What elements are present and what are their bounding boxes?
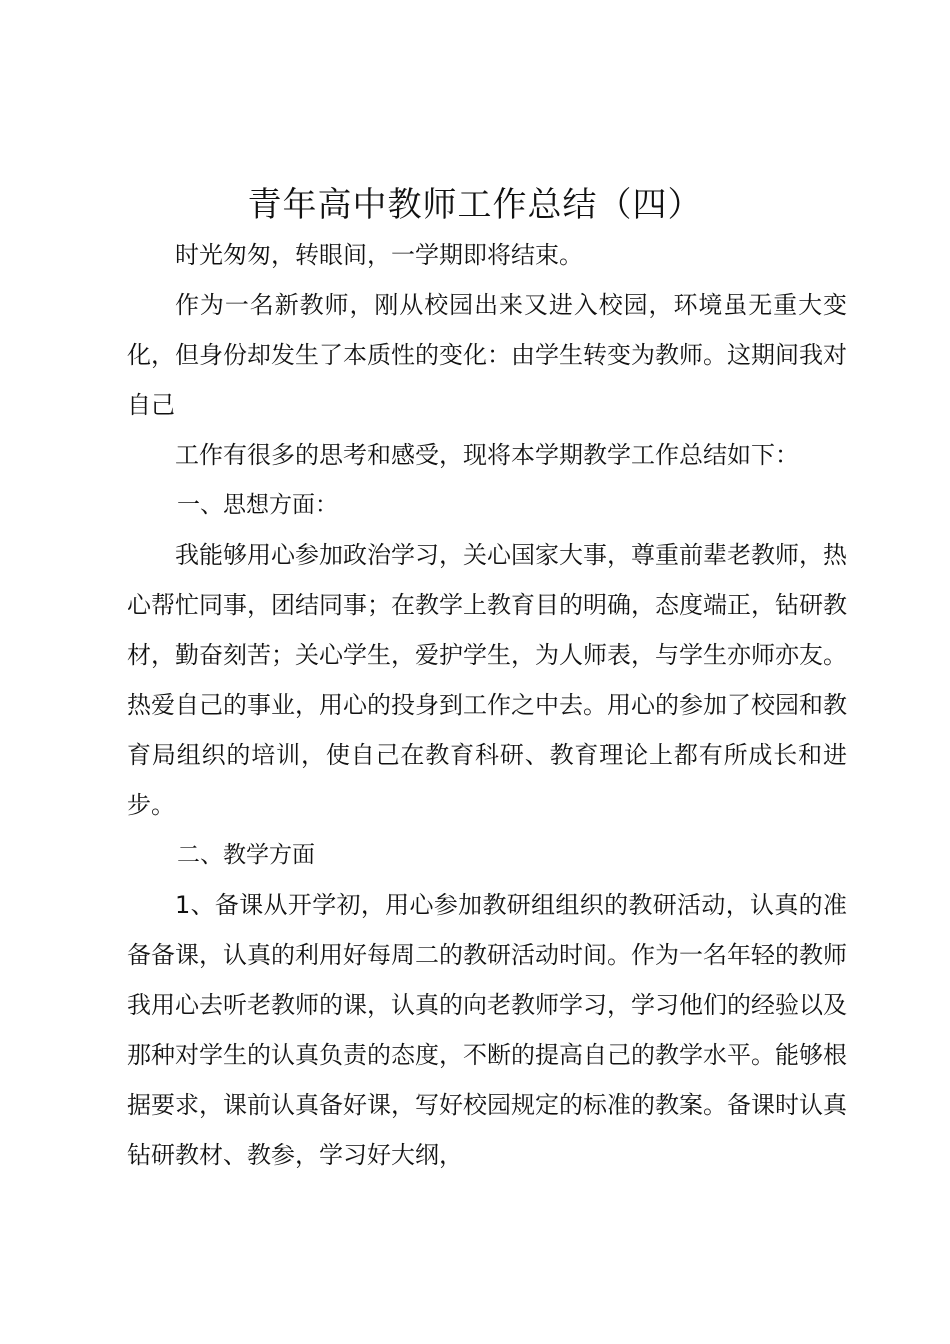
section-heading-thought: 一、思想方面： — [177, 492, 338, 518]
section-heading-teaching: 二、教学方面 — [177, 842, 315, 868]
document-body — [127, 230, 847, 1180]
paragraph-new-teacher: 作为一名新教师，刚从校园出来又进入校园，环境虽无重大变化，但身份却发生了本质性的变化：由学生转变为教师。这期间我对自己 — [127, 291, 847, 419]
paragraph-thought: 我能够用心参加政治学习，关心国家大事，尊重前辈老教师，热心帮忙同事，团结同事；在教学上教育目的明确，态度端正，钻研教材，勤奋刻苦；关心学生，爱护学生，为人师表，与学生亦师亦友。热爱自己的事业，用心的投身到工作之中去。用心的参加了校园和教育局组织的培训，使自己在教育科研、教育理论上都有所成长和进步。 — [127, 541, 847, 819]
document-title: 青年高中教师工作总结（四） — [247, 185, 703, 225]
paragraph-intro: 时光匆匆，转眼间，一学期即将结束。 — [175, 241, 583, 269]
paragraph-summary-lead: 工作有很多的思考和感受，现将本学期教学工作总结如下： — [175, 441, 799, 469]
paragraph-teaching: 1、备课从开学初，用心参加教研组组织的教研活动，认真的准备备课，认真的利用好每周二的教研活动时间。作为一名年轻的教师我用心去听老教师的课，认真的向老教师学习，学习他们的经验以及那种对学生的认真负责的态度，不断的提高自己的教学水平。能够根据要求，课前认真备好课，写好校园规定的标准的教案。备课时认真钻研教材、教参，学习好大纲， — [127, 891, 847, 1169]
